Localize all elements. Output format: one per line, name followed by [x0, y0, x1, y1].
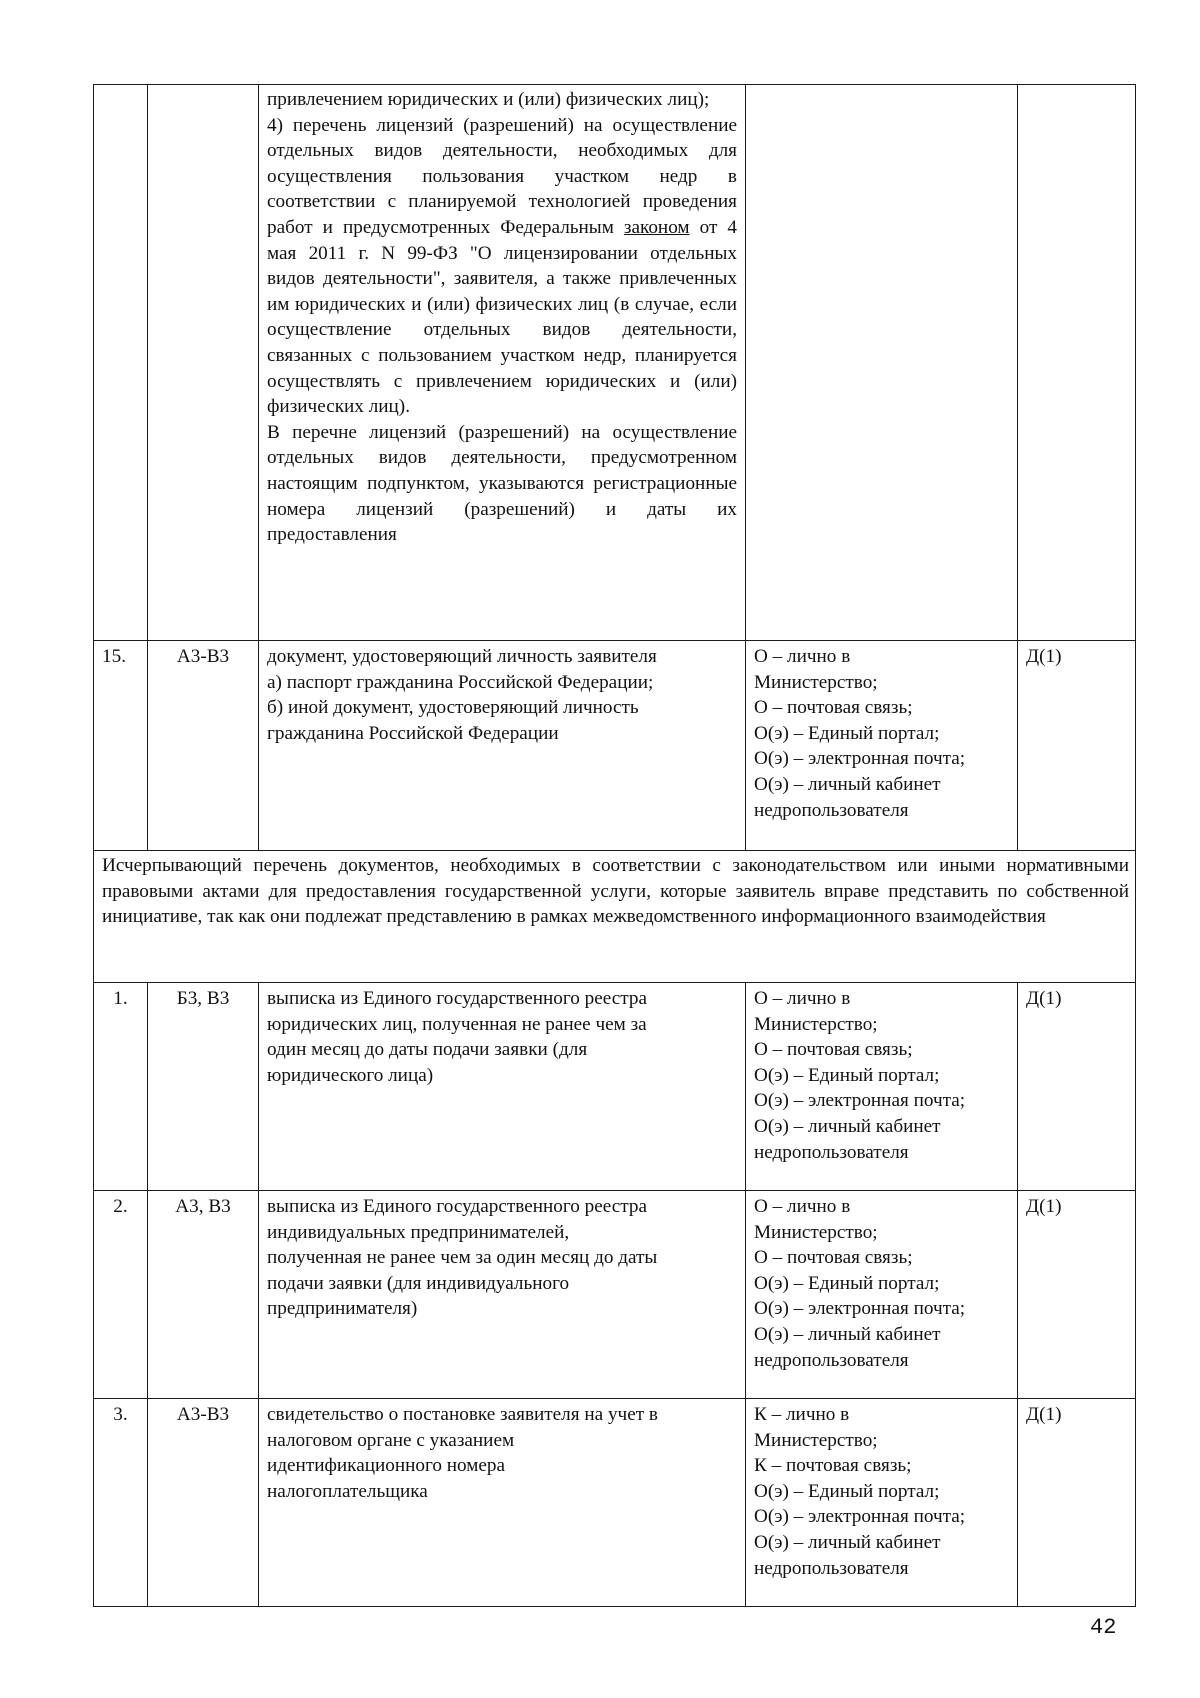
cell-code: А3-В3: [148, 1399, 259, 1607]
cell-document: выписка из Единого государственного реестра юридических лиц, полученная не ранее чем за один месяц до даты подачи заявки (для юридического лица): [259, 983, 746, 1191]
cell-document: выписка из Единого государственного реестра индивидуальных предпринимателей, полученная не ранее чем за один месяц до даты подачи заявки (для индивидуального предпринимателя): [259, 1191, 746, 1399]
cell-channels: К – лично в Министерство; К – почтовая связь; О(э) – Единый портал; О(э) – электронная почта; О(э) – личный кабинет недропользователя: [746, 1399, 1018, 1607]
documents-table: [93, 84, 1136, 1607]
cell-channels: [746, 85, 1018, 641]
continuation-text-part2: от 4 мая 2011 г. N 99-ФЗ "О лицензировании отдельных видов деятельности", заявителя, а также привлеченных им юридических и (или) физических лиц (в случае, если осуществление отдельных видов деятельности, связанных с пользованием участком недр, планируется осуществлять с привлечением юридических и (или) физических лиц). В перечне лицензий (разрешений) на осуществление отдельных видов деятельности, предусмотренном настоящим подпунктом, указываются регистрационные номера лицензий (разрешений) и даты их предоставления: [267, 216, 737, 546]
cell-number: 15.: [94, 641, 148, 851]
cell-code: [148, 85, 259, 641]
continuation-text: [267, 87, 737, 548]
table-row-continuation: [94, 85, 1136, 641]
section-header-row: [94, 851, 1136, 983]
cell-number: 2.: [94, 1191, 148, 1399]
cell-form: Д(1): [1018, 1191, 1136, 1399]
cell-form: Д(1): [1018, 983, 1136, 1191]
continuation-text-part1: привлечением юридических и (или) физических лиц); 4) перечень лицензий (разрешений) на осуществление отдельных видов деятельности, необходимых для осуществления пользования участком недр в соответствии с планируемой технологией проведения работ и предусмотренных Федеральным: [267, 89, 737, 238]
table-row-15: [94, 641, 1136, 851]
cell-document: документ, удостоверяющий личность заявителя а) паспорт гражданина Российской Федерации; б) иной документ, удостоверяющий личность гражданина Российской Федерации: [259, 641, 746, 851]
cell-code: А3, В3: [148, 1191, 259, 1399]
cell-code: А3-В3: [148, 641, 259, 851]
cell-number: 3.: [94, 1399, 148, 1607]
federal-law-link[interactable]: законом: [623, 216, 690, 238]
cell-number: [94, 85, 148, 641]
table-row-1: [94, 983, 1136, 1191]
cell-document: [259, 85, 746, 641]
section-header-cell: [94, 851, 1136, 983]
cell-form: Д(1): [1018, 1399, 1136, 1607]
cell-document: свидетельство о постановке заявителя на учет в налоговом органе с указанием идентификационного номера налогоплательщика: [259, 1399, 746, 1607]
table-row-2: [94, 1191, 1136, 1399]
cell-form: Д(1): [1018, 641, 1136, 851]
cell-code: Б3, В3: [148, 983, 259, 1191]
cell-number: 1.: [94, 983, 148, 1191]
table-row-3: [94, 1399, 1136, 1607]
cell-form: [1018, 85, 1136, 641]
cell-channels: О – лично в Министерство; О – почтовая связь; О(э) – Единый портал; О(э) – электронная почта; О(э) – личный кабинет недропользователя: [746, 641, 1018, 851]
page-number: 42: [1090, 1615, 1117, 1640]
cell-channels: О – лично в Министерство; О – почтовая связь; О(э) – Единый портал; О(э) – электронная почта; О(э) – личный кабинет недропользователя: [746, 1191, 1018, 1399]
section-header-text: Исчерпывающий перечень документов, необходимых в соответствии с законодательством или иными нормативными правовыми актами для предоставления государственной услуги, которые заявитель вправе представить по собственной инициативе, так как они подлежат представлению в рамках межведомственного информационного взаимодействия: [102, 855, 1129, 928]
cell-channels: О – лично в Министерство; О – почтовая связь; О(э) – Единый портал; О(э) – электронная почта; О(э) – личный кабинет недропользователя: [746, 983, 1018, 1191]
